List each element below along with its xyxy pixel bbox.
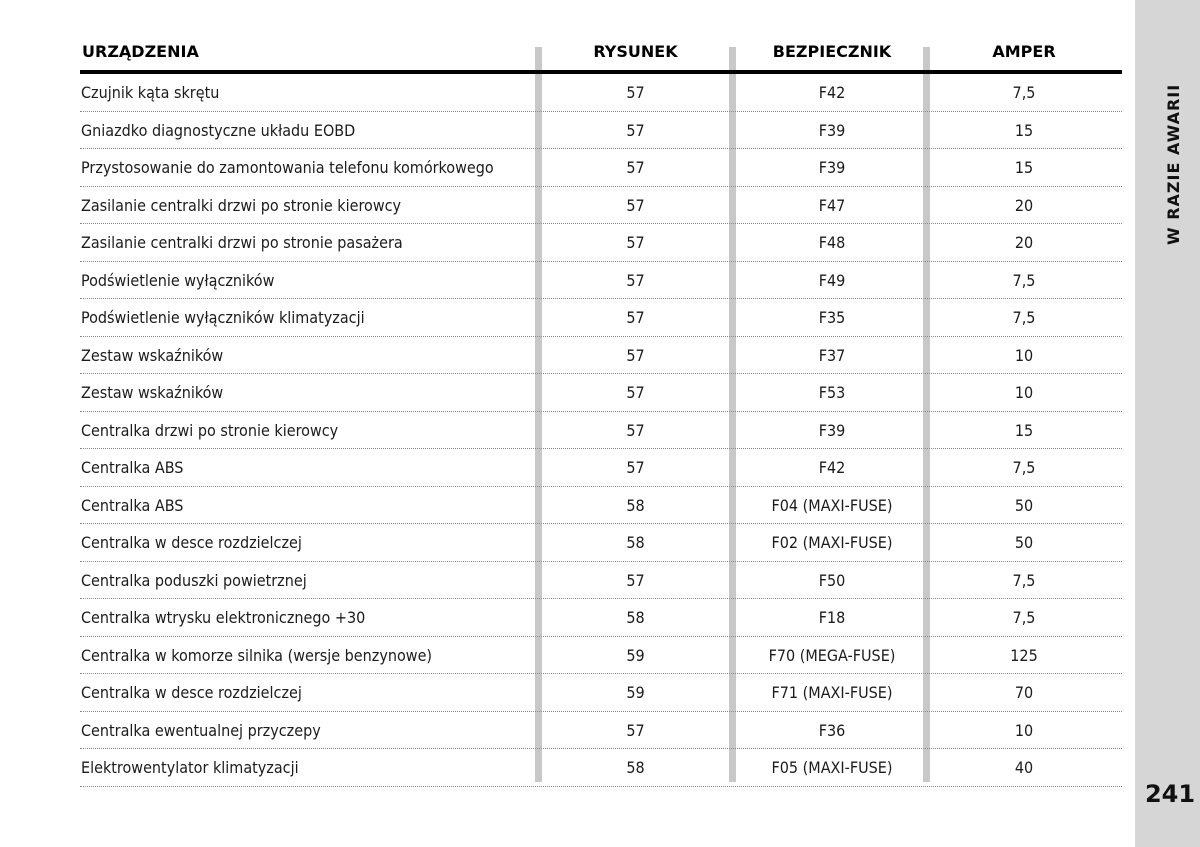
cell-fuse: F18 xyxy=(818,608,846,627)
table-row xyxy=(80,149,1122,187)
cell-fuse: F36 xyxy=(818,720,846,740)
cell-amp: 7,5 xyxy=(1012,308,1036,327)
cell-amp: 7,5 xyxy=(1012,570,1036,590)
cell-device: Centralka ABS xyxy=(81,495,184,515)
table-row xyxy=(80,187,1122,225)
cell-fuse: F48 xyxy=(818,233,846,252)
cell-fuse: F49 xyxy=(818,270,846,290)
header-device: URZĄDZENIA xyxy=(82,42,199,61)
cell-device: Centralka w desce rozdzielczej xyxy=(81,683,302,702)
table-row xyxy=(80,712,1122,750)
header-fuse: BEZPIECZNIK xyxy=(772,42,892,61)
table-body xyxy=(80,74,1122,787)
table-row xyxy=(80,299,1122,337)
table-row xyxy=(80,262,1122,300)
cell-fuse: F39 xyxy=(818,120,846,140)
cell-figure: 57 xyxy=(626,83,645,102)
cell-figure: 57 xyxy=(626,158,645,177)
cell-device: Czujnik kąta skrętu xyxy=(81,83,220,102)
table-row xyxy=(80,412,1122,450)
cell-figure: 58 xyxy=(626,533,645,552)
table-row xyxy=(80,224,1122,262)
cell-fuse: F39 xyxy=(818,158,846,177)
table-row xyxy=(80,674,1122,712)
table-row xyxy=(80,487,1122,525)
cell-device: Zasilanie centralki drzwi po stronie kierowcy xyxy=(81,195,402,215)
cell-figure: 57 xyxy=(626,120,645,140)
header-figure: RYSUNEK xyxy=(593,42,678,61)
cell-fuse: F70 (MEGA-FUSE) xyxy=(768,645,896,665)
cell-device: Podświetlenie wyłączników xyxy=(81,270,275,290)
table-header xyxy=(80,40,1122,74)
cell-amp: 50 xyxy=(1014,495,1034,515)
fuse-table xyxy=(80,40,1122,787)
cell-amp: 7,5 xyxy=(1012,83,1036,102)
cell-device: Gniazdko diagnostyczne układu EOBD xyxy=(81,120,356,140)
cell-figure: 57 xyxy=(626,383,645,402)
cell-fuse: F39 xyxy=(818,420,846,440)
cell-figure: 58 xyxy=(626,608,645,627)
cell-device: Centralka drzwi po stronie kierowcy xyxy=(81,420,339,440)
cell-amp: 10 xyxy=(1014,720,1034,740)
cell-device: Zasilanie centralki drzwi po stronie pasażera xyxy=(81,233,403,252)
table-row xyxy=(80,524,1122,562)
cell-fuse: F42 xyxy=(818,458,846,477)
cell-amp: 50 xyxy=(1014,533,1034,552)
cell-amp: 70 xyxy=(1014,683,1034,702)
cell-figure: 58 xyxy=(626,495,645,515)
cell-figure: 57 xyxy=(626,570,645,590)
cell-figure: 57 xyxy=(626,270,645,290)
cell-figure: 57 xyxy=(626,458,645,477)
cell-figure: 57 xyxy=(626,308,645,327)
table-row xyxy=(80,374,1122,412)
cell-figure: 57 xyxy=(626,345,645,365)
table-row xyxy=(80,637,1122,675)
cell-fuse: F53 xyxy=(818,383,846,402)
cell-amp: 15 xyxy=(1014,158,1034,177)
table-row xyxy=(80,749,1122,787)
section-title: W RAZIE AWARII xyxy=(1164,83,1183,245)
cell-amp: 20 xyxy=(1014,195,1034,215)
cell-device: Centralka w komorze silnika (wersje benzynowe) xyxy=(81,645,433,665)
cell-device: Zestaw wskaźników xyxy=(81,345,224,365)
table-row xyxy=(80,599,1122,637)
cell-amp: 7,5 xyxy=(1012,458,1036,477)
cell-amp: 10 xyxy=(1014,383,1034,402)
cell-device: Podświetlenie wyłączników klimatyzacji xyxy=(81,308,365,327)
cell-device: Elektrowentylator klimatyzacji xyxy=(81,758,299,777)
cell-device: Centralka wtrysku elektronicznego +30 xyxy=(81,608,366,627)
cell-figure: 57 xyxy=(626,720,645,740)
cell-fuse: F05 (MAXI-FUSE) xyxy=(771,758,893,777)
header-amp: AMPER xyxy=(992,42,1056,61)
cell-amp: 10 xyxy=(1014,345,1034,365)
cell-amp: 15 xyxy=(1014,120,1034,140)
cell-amp: 20 xyxy=(1014,233,1034,252)
cell-fuse: F47 xyxy=(818,195,846,215)
cell-fuse: F04 (MAXI-FUSE) xyxy=(771,495,893,515)
table-row xyxy=(80,562,1122,600)
cell-figure: 59 xyxy=(626,645,645,665)
cell-amp: 40 xyxy=(1014,758,1034,777)
cell-device: Centralka w desce rozdzielczej xyxy=(81,533,302,552)
cell-device: Centralka ABS xyxy=(81,458,184,477)
page-number: 241 xyxy=(1144,780,1196,808)
cell-fuse: F35 xyxy=(818,308,846,327)
cell-device: Centralka ewentualnej przyczepy xyxy=(81,720,321,740)
cell-figure: 58 xyxy=(626,758,645,777)
cell-fuse: F42 xyxy=(818,83,846,102)
table-row xyxy=(80,449,1122,487)
cell-fuse: F50 xyxy=(818,570,846,590)
cell-fuse: F02 (MAXI-FUSE) xyxy=(771,533,893,552)
cell-device: Zestaw wskaźników xyxy=(81,383,224,402)
table-row xyxy=(80,112,1122,150)
cell-amp: 7,5 xyxy=(1012,608,1036,627)
cell-fuse: F71 (MAXI-FUSE) xyxy=(771,683,893,702)
table-row xyxy=(80,74,1122,112)
cell-device: Przystosowanie do zamontowania telefonu komórkowego xyxy=(81,158,494,177)
cell-amp: 15 xyxy=(1014,420,1034,440)
cell-figure: 57 xyxy=(626,233,645,252)
cell-figure: 57 xyxy=(626,195,645,215)
cell-figure: 59 xyxy=(626,683,645,702)
cell-figure: 57 xyxy=(626,420,645,440)
cell-amp: 7,5 xyxy=(1012,270,1036,290)
cell-device: Centralka poduszki powietrznej xyxy=(81,570,307,590)
table-row xyxy=(80,337,1122,375)
cell-fuse: F37 xyxy=(818,345,846,365)
cell-amp: 125 xyxy=(1010,645,1038,665)
